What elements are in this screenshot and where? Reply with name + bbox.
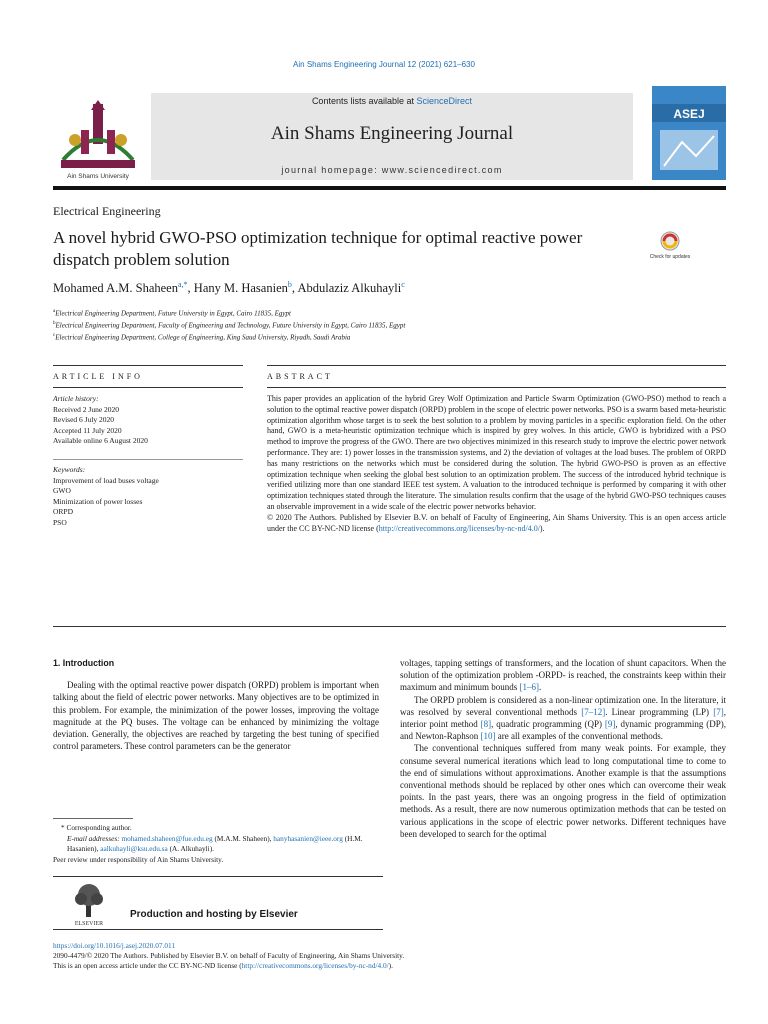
journal-cover-image <box>652 86 726 180</box>
abstract-heading-rule <box>267 387 726 388</box>
email-link[interactable]: mohamed.shaheen@fue.edu.eg <box>121 833 213 843</box>
section-heading-introduction: 1. Introduction <box>53 658 115 668</box>
check-for-updates-badge[interactable] <box>649 230 691 266</box>
author-2-sup[interactable]: b <box>287 280 292 289</box>
article-title: A novel hybrid GWO-PSO optimization technique for optimal reactive power dispatch problem solution <box>53 228 583 269</box>
elsevier-logo-text: ELSEVIER <box>74 921 104 927</box>
keyword-item: PSO <box>53 517 67 527</box>
elsevier-logo <box>59 881 119 927</box>
author-3-sup[interactable]: c <box>401 280 405 289</box>
info-mid-rule <box>53 459 243 460</box>
abstract-top-rule <box>267 365 726 366</box>
abstract-text: This paper provides an application of the hybrid Grey Wolf Optimization and Particle Swarm Optimization (GWO-PSO) method to reach a solution to the optimal reactive power dispatch (ORPD) problem in the scope of electric power networks. PSO is a swarm based meta-heuristic optimization algorithm whose target is to seek the best solution to a problem by moving particles in a specific exploration field. On the other hand, GWO is a meta-heuristic optimization technique which is inspired by grey wolves. In this article, GWO is hybridized with a PSO method to improve the progress of the GWO. There are two objectives minimized in this research study to improve the electric power network performance. They are: 1) power losses in the transmission systems, and 2) the deviation of voltages at the load buses. The problem of ORPD has many restrictions on the networks which must be considered during the solution. The hybrid GWO-PSO is proven as an effective optimization technique when seeking the global best solution to an optimization problem. The success of the introduced hybrid technique is verified utilizing more than one standard IEEE test system. A valuation to the introduced technique is performed by comparing it with other optimization techniques stated through the literature. The simulation results confirm that the usage of the hybrid GWO-PSO techniques causes an observable improvement in a wide scale of the electric power networks behavior. <box>267 394 726 511</box>
abstract-heading: ABSTRACT <box>267 372 333 381</box>
author-1-sup[interactable]: a,* <box>177 280 188 289</box>
right-column <box>400 657 726 840</box>
production-hosting-text: Production and hosting by Elsevier <box>130 909 298 920</box>
citation-link[interactable]: [9] <box>604 719 616 730</box>
journal-homepage[interactable]: journal homepage: www.sciencedirect.com <box>281 165 503 175</box>
peer-review-note: Peer review under responsibility of Ain Shams University. <box>53 854 224 864</box>
history-accepted: Accepted 11 July 2020 <box>53 425 122 435</box>
citation-link[interactable]: [8] <box>480 719 492 730</box>
history-revised: Revised 6 July 2020 <box>53 415 115 424</box>
email-addresses: E-mail addresses: mohamed.shaheen@fue.edu.eg (M.A.M. Shaheen), hanyhasanien@ieee.org (H.M. Hasanien), aalkuhayli@ksu.edu.sa (A. Alkuhayli). <box>67 833 363 853</box>
header-divider <box>53 186 726 190</box>
logo-caption: Ain Shams University <box>67 173 129 180</box>
citation-link[interactable]: [7–12] <box>581 706 606 717</box>
open-access-line: This is an open access article under the CC BY-NC-ND license (http://creativecommons.org/licenses/by-nc-nd/4.0/). <box>53 961 393 970</box>
abstract-license: © 2020 The Authors. Published by Elsevier B.V. on behalf of Faculty of Engineering, Ain Shams University. This is an open access article under the CC BY-NC-ND license (http://creativecommons.org/licenses/by-nc-nd/4.0/). <box>267 512 726 533</box>
badge-label: Check for updates <box>649 254 691 260</box>
sciencedirect-link[interactable]: ScienceDirect <box>416 96 473 106</box>
article-info-heading: ARTICLE INFO <box>53 372 143 381</box>
email-link[interactable]: hanyhasanien@ieee.org <box>273 833 343 843</box>
elsevier-box <box>53 876 383 930</box>
affiliation-c: $^c$Electrical Engineering Department, College of Engineering, King Saud University, Riyadh, Saudi Arabia <box>53 332 351 341</box>
info-heading-rule <box>53 387 243 388</box>
ain-shams-university-logo <box>53 100 143 180</box>
author-1[interactable]: Mohamed A.M. Shaheen <box>53 281 178 296</box>
corresponding-author: * Corresponding author. <box>61 823 132 832</box>
journal-reference[interactable]: Ain Shams Engineering Journal 12 (2021) 621–630 <box>293 60 475 69</box>
keyword-item: Minimization of power losses <box>53 496 143 506</box>
author-2[interactable]: Hany M. Hasanien <box>193 281 288 296</box>
history-received: Received 2 June 2020 <box>53 404 120 414</box>
abstract-body <box>267 394 726 534</box>
affiliation-a: $^a$Electrical Engineering Department, Future University in Egypt, Cairo 11835, Egypt <box>53 309 291 318</box>
footnote <box>53 823 383 865</box>
contents-prefix: Contents lists available at <box>311 96 414 106</box>
author-3[interactable]: Abdulaziz Alkuhayli <box>297 281 402 296</box>
citation-link[interactable]: [7] <box>713 706 724 717</box>
intro-paragraph-3: The ORPD problem is considered as a non-linear optimization one. In the literature, it was resolved by several conventional methods [7–12]. Linear programming (LP) [7], interior point method [8], quadratic programming (QP) [9], dynamic programming (DP), and Newton-Raphson [10] are all examples of the conventional methods. <box>400 694 726 742</box>
email-link[interactable]: aalkuhayli@ksu.edu.sa <box>100 844 168 853</box>
keyword-item: GWO <box>53 486 71 495</box>
footnote-rule <box>53 818 133 819</box>
keyword-item: Improvement of load buses voltage <box>53 475 159 485</box>
cover-title: ASEJ <box>673 107 705 121</box>
issn-copyright: 2090-4479/© 2020 The Authors. Published by Elsevier B.V. on behalf of Faculty of Engineering, Ain Shams University. <box>53 951 405 960</box>
affiliations <box>53 307 405 342</box>
keywords <box>53 465 243 528</box>
history-online: Available online 6 August 2020 <box>53 436 148 445</box>
keyword-item: ORPD <box>53 507 74 516</box>
left-column <box>53 657 379 752</box>
citation-link[interactable]: [1–6] <box>519 682 539 693</box>
article-history <box>53 394 243 447</box>
license-link-bottom[interactable]: http://creativecommons.org/licenses/by-nc-nd/4.0/ <box>241 961 389 970</box>
intro-paragraph-1: Dealing with the optimal reactive power dispatch (ORPD) problem is important when talking about the field of electric power networks. Many objectives are to be optimized in this problem. For example, the minimization of the power losses, improving the voltage magnitude at the PQ buses. The voltage can be enhanced by minimizing the voltage deviation. Generally, the objectives are reached by targeting the best tuning of specified control parameters. These control parameters can be the generator <box>53 680 379 752</box>
keywords-label: Keywords: <box>53 465 86 474</box>
affiliation-b: $^b$Electrical Engineering Department, Faculty of Engineering and Technology, Future University in Egypt, Cairo 11835, Egypt <box>53 320 406 330</box>
intro-paragraph-2: voltages, tapping settings of transformers, and the location of shunt capacitors. When the solution of the optimization problem -ORPD- is reached, the constraints keep within their maximum and minimum bounds [1–6]. <box>400 658 726 693</box>
intro-paragraph-4: The conventional techniques suffered from many weak points. For example, they consume several numerical iterations which lead to long computational time to come to the end of simulations without approximations. Another example is that the assumptions conventional methods should be replaced by other ones which can overcome their weak points. In the past years, there was an ongoing progress in the field of optimization methods. As a result, there are now numerous optimization methods that can be tested on various applications in the scope of electric power networks. Different techniques have been developed to search for the optimal <box>400 743 726 839</box>
license-link[interactable]: http://creativecommons.org/licenses/by-nc-nd/4.0/ <box>378 523 540 533</box>
info-top-rule <box>53 365 243 366</box>
doi-link[interactable]: https://doi.org/10.1016/j.asej.2020.07.011 <box>53 941 176 950</box>
abstract-bottom-rule <box>53 626 726 627</box>
contents-line <box>151 96 633 106</box>
citation-link[interactable]: [10] <box>480 731 496 742</box>
journal-banner <box>151 93 633 180</box>
bottom-info <box>53 941 726 971</box>
history-label: Article history: <box>53 394 99 403</box>
article-section: Electrical Engineering <box>53 204 161 218</box>
author-list: Mohamed A.M. Shaheen$^{a,*}$, Hany M. Hasanien$^b$, Abdulaziz Alkuhayli$^c$ <box>53 280 405 296</box>
journal-title: Ain Shams Engineering Journal <box>270 123 514 144</box>
